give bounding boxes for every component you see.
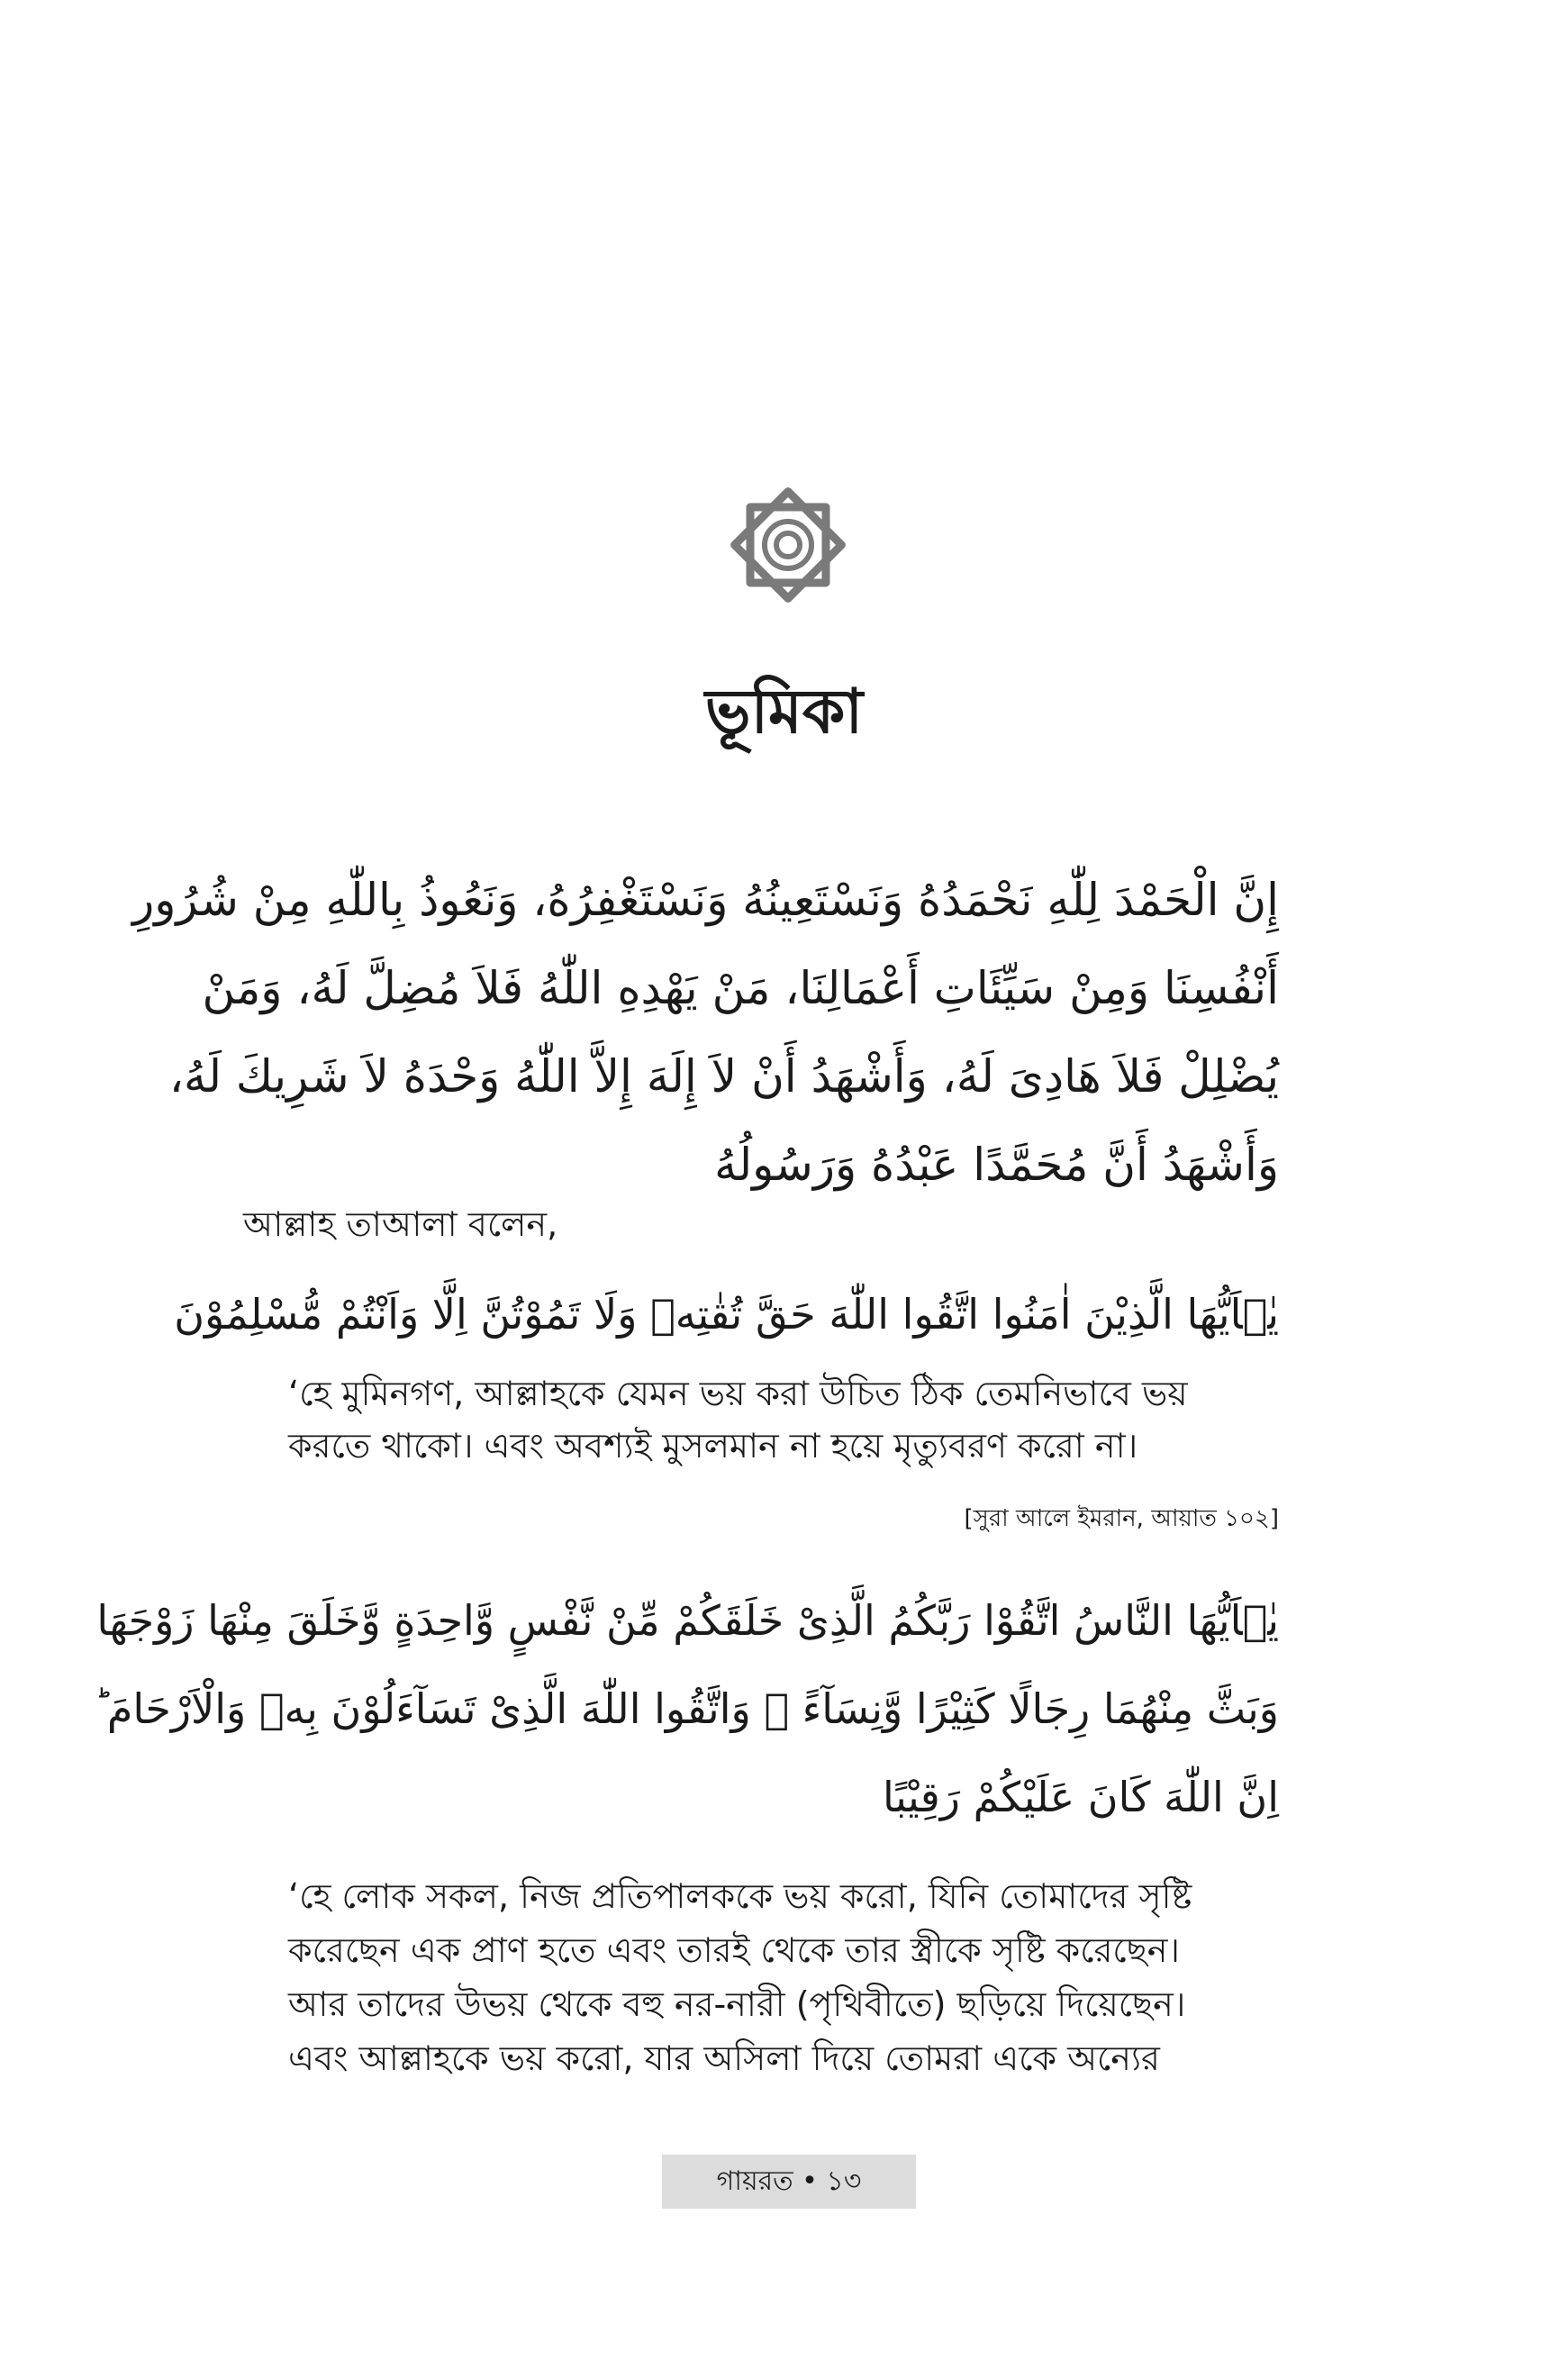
verse2-arabic — [94, 1576, 1279, 1841]
octagram-ornament-icon — [721, 477, 856, 613]
verse1-reference: [সুরা আলে ইমরান, আয়াত ১০২] — [964, 1505, 1279, 1532]
page-title: ভূমিকা — [704, 676, 864, 748]
translation-line: এবং আল্লাহকে ভয় করো, যার অসিলা দিয়ে তোমরা একে অন্যের — [288, 2038, 1160, 2078]
translation-line: ‘হে লোক সকল, নিজ প্রতিপালককে ভয় করো, যিনি তোমাদের সৃষ্টি — [288, 1876, 1192, 1916]
intro-line — [243, 1198, 1234, 1250]
verse1-arabic — [174, 1270, 1279, 1358]
verse2-translation — [288, 1869, 1279, 2085]
translation-line: করেছেন এক প্রাণ হতে এবং তারই থেকে তার স্ত্রীকে সৃষ্টি করেছেন। — [288, 1930, 1180, 1970]
translation-line: ‘হে মুমিনগণ, আল্লাহকে যেমন ভয় করা উচিত ঠিক তেমনিভাবে ভয় — [288, 1374, 1188, 1413]
footer-separator: • — [802, 2165, 818, 2197]
arabic-line: أَنْفُسِنَا وَمِنْ سَيِّئَاتِ أَعْمَالِنَا، مَنْ يَهْدِهِ اللّٰهُ فَلاَ مُضِلَّ لَهُ، وَمَنْ — [202, 962, 1279, 1014]
page-footer-badge — [662, 2155, 916, 2209]
translation-line: আর তাদের উভয় থেকে বহু নর-নারী (পৃথিবীতে) ছড়িয়ে দিয়েছেন। — [288, 1984, 1186, 2024]
arabic-line: يٰۤاَيُّهَا الَّذِيْنَ اٰمَنُوا اتَّقُوا اللّٰهَ حَقَّ تُقٰتِهٖ وَلَا تَمُوْتُنَّ اِلَّا وَاَنْتُمْ مُّسْلِمُوْنَ — [174, 1290, 1279, 1339]
arabic-line: وَأَشْهَدُ أَنَّ مُحَمَّدًا عَبْدُهُ وَرَسُولُهُ — [714, 1139, 1279, 1191]
translation-line: করতে থাকো। এবং অবশ্যই মুসলমান না হয়ে মৃত্যুবরণ করো না। — [288, 1426, 1138, 1466]
opening-arabic-text — [132, 856, 1279, 1209]
arabic-line: يٰۤاَيُّهَا النَّاسُ اتَّقُوْا رَبَّكُمُ الَّذِىْ خَلَقَكُمْ مِّنْ نَّفْسٍ وَّاحِدَةٍ وَّخَلَقَ مِنْهَا زَوْجَهَا — [96, 1596, 1279, 1645]
arabic-line: يُضْلِلْ فَلاَ هَادِىَ لَهُ، وَأَشْهَدُ أَنْ لاَ إِلَهَ إِلاَّ اللّٰهُ وَحْدَهُ لاَ شَرِيكَ لَهُ، — [168, 1050, 1279, 1103]
arabic-line: اِنَّ اللّٰهَ كَانَ عَلَيْكُمْ رَقِيْبًا — [883, 1773, 1279, 1821]
verse1-translation — [288, 1367, 1279, 1472]
arabic-line: إِنَّ الْحَمْدَ لِلّٰهِ نَحْمَدُهُ وَنَسْتَعِينُهُ وَنَسْتَغْفِرُهُ، وَنَعُوذُ بِاللّٰهِ مِنْ شُرُورِ — [132, 874, 1279, 926]
footer-page-number: ১৩ — [826, 2165, 862, 2197]
arabic-line: وَبَثَّ مِنْهُمَا رِجَالًا كَثِيْرًا وَّنِسَآءً ۚ وَاتَّقُوا اللّٰهَ الَّذِىْ تَسَآءَلُوْنَ بِهٖ وَالْاَرْحَامَ ؕ — [94, 1684, 1279, 1733]
intro-text: আল্লাহ তাআলা বলেন, — [243, 1204, 558, 1244]
footer-book-title: গায়রত — [716, 2165, 793, 2197]
